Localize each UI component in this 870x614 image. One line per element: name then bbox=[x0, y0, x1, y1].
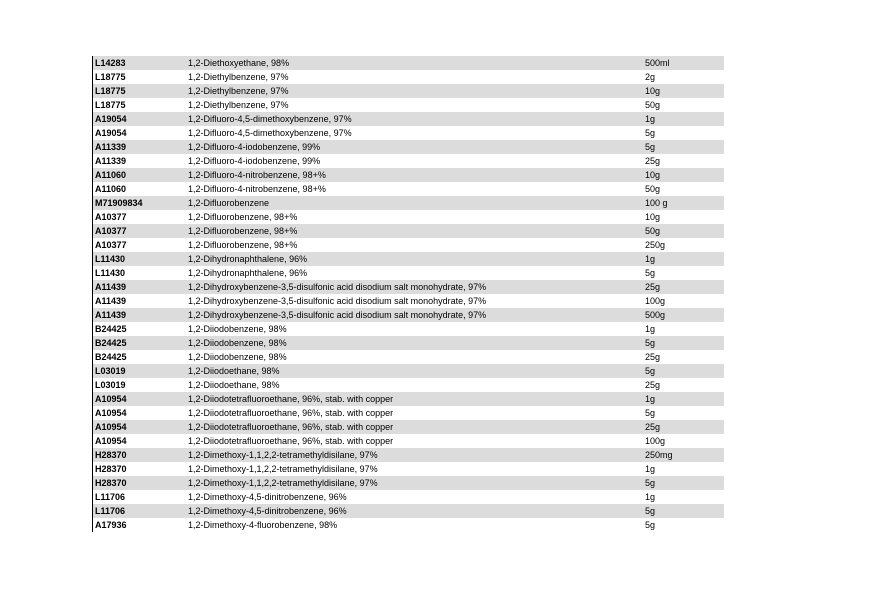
table-row bbox=[93, 476, 724, 490]
product-code: L03019 bbox=[95, 380, 126, 390]
product-name: 1,2-Dihydronaphthalene, 96% bbox=[188, 268, 308, 278]
table-row bbox=[93, 84, 724, 98]
product-name: 1,2-Diethylbenzene, 97% bbox=[188, 100, 289, 110]
pack-size: 5g bbox=[645, 142, 656, 152]
product-code: L03019 bbox=[95, 366, 126, 376]
table-row bbox=[93, 224, 724, 238]
product-name: 1,2-Dimethoxy-4,5-dinitrobenzene, 96% bbox=[188, 492, 347, 502]
product-name: 1,2-Difluoro-4-iodobenzene, 99% bbox=[188, 142, 321, 152]
product-name: 1,2-Diiodoethane, 98% bbox=[188, 366, 280, 376]
product-code: A10954 bbox=[95, 394, 127, 404]
pack-size: 5g bbox=[645, 128, 656, 138]
pack-size: 1g bbox=[645, 324, 656, 334]
pack-size: 5g bbox=[645, 338, 656, 348]
table-row bbox=[93, 294, 724, 308]
product-code: L11706 bbox=[95, 492, 126, 502]
product-name: 1,2-Difluoro-4,5-dimethoxybenzene, 97% bbox=[188, 114, 352, 124]
product-code: A10954 bbox=[95, 408, 127, 418]
pack-size: 2g bbox=[645, 72, 656, 82]
product-name: 1,2-Diethylbenzene, 97% bbox=[188, 86, 289, 96]
product-table bbox=[93, 56, 724, 532]
pack-size: 5g bbox=[645, 478, 656, 488]
product-name: 1,2-Difluorobenzene, 98+% bbox=[188, 226, 298, 236]
pack-size: 1g bbox=[645, 254, 656, 264]
table-row bbox=[93, 154, 724, 168]
product-code: A10377 bbox=[95, 226, 127, 236]
pack-size: 25g bbox=[645, 380, 661, 390]
product-name: 1,2-Diiodobenzene, 98% bbox=[188, 324, 287, 334]
product-code: H28370 bbox=[95, 478, 127, 488]
table-row bbox=[93, 490, 724, 504]
table-row bbox=[93, 266, 724, 280]
pack-size: 25g bbox=[645, 422, 661, 432]
product-name: 1,2-Diiodobenzene, 98% bbox=[188, 352, 287, 362]
pack-size: 25g bbox=[645, 282, 661, 292]
product-name: 1,2-Diiodobenzene, 98% bbox=[188, 338, 287, 348]
product-code: A17936 bbox=[95, 520, 127, 530]
product-name: 1,2-Difluoro-4-nitrobenzene, 98+% bbox=[188, 170, 326, 180]
product-name: 1,2-Diiodotetrafluoroethane, 96%, stab. with copper bbox=[188, 394, 394, 404]
product-code: A11339 bbox=[95, 142, 127, 152]
table-row bbox=[93, 462, 724, 476]
table-row bbox=[93, 182, 724, 196]
pack-size: 1g bbox=[645, 464, 656, 474]
pack-size: 100 g bbox=[645, 198, 668, 208]
table-row bbox=[93, 56, 724, 70]
pack-size: 5g bbox=[645, 366, 656, 376]
product-code: A10377 bbox=[95, 212, 127, 222]
product-name: 1,2-Difluorobenzene, 98+% bbox=[188, 212, 298, 222]
product-code: L11430 bbox=[95, 254, 126, 264]
table-row bbox=[93, 252, 724, 266]
pack-size: 500ml bbox=[645, 58, 670, 68]
table-row bbox=[93, 420, 724, 434]
product-code: A19054 bbox=[95, 128, 127, 138]
pack-size: 5g bbox=[645, 506, 656, 516]
product-name: 1,2-Diiodotetrafluoroethane, 96%, stab. with copper bbox=[188, 408, 394, 418]
table-row bbox=[93, 70, 724, 84]
pack-size: 50g bbox=[645, 184, 661, 194]
table-row bbox=[93, 336, 724, 350]
product-code: A10377 bbox=[95, 240, 127, 250]
product-name: 1,2-Diiodoethane, 98% bbox=[188, 380, 280, 390]
product-code: A11439 bbox=[95, 296, 127, 306]
product-name: 1,2-Difluorobenzene, 98+% bbox=[188, 240, 298, 250]
pack-size: 10g bbox=[645, 170, 661, 180]
product-code: A11439 bbox=[95, 310, 127, 320]
product-name: 1,2-Dimethoxy-1,1,2,2-tetramethyldisilane, 97% bbox=[188, 478, 378, 488]
table-row bbox=[93, 210, 724, 224]
pack-size: 10g bbox=[645, 212, 661, 222]
table-row bbox=[93, 518, 724, 532]
pack-size: 250mg bbox=[645, 450, 673, 460]
pack-size: 25g bbox=[645, 156, 661, 166]
product-code: M71909834 bbox=[95, 198, 143, 208]
table-row bbox=[93, 434, 724, 448]
product-name: 1,2-Dihydroxybenzene-3,5-disulfonic acid disodium salt monohydrate, 97% bbox=[188, 296, 487, 306]
table-row bbox=[93, 350, 724, 364]
product-name: 1,2-Dihydroxybenzene-3,5-disulfonic acid disodium salt monohydrate, 97% bbox=[188, 310, 487, 320]
product-code: A19054 bbox=[95, 114, 127, 124]
pack-size: 5g bbox=[645, 520, 656, 530]
product-code: H28370 bbox=[95, 450, 127, 460]
pack-size: 100g bbox=[645, 436, 666, 446]
product-name: 1,2-Diiodotetrafluoroethane, 96%, stab. with copper bbox=[188, 436, 394, 446]
product-name: 1,2-Difluoro-4-nitrobenzene, 98+% bbox=[188, 184, 326, 194]
product-name: 1,2-Dihydronaphthalene, 96% bbox=[188, 254, 308, 264]
table-row bbox=[93, 126, 724, 140]
product-name: 1,2-Difluorobenzene bbox=[188, 198, 270, 208]
product-code: A11339 bbox=[95, 156, 127, 166]
product-code: L11706 bbox=[95, 506, 126, 516]
table-row bbox=[93, 238, 724, 252]
pack-size: 5g bbox=[645, 408, 656, 418]
product-code: L18775 bbox=[95, 72, 126, 82]
product-name: 1,2-Dimethoxy-4,5-dinitrobenzene, 96% bbox=[188, 506, 347, 516]
table-row bbox=[93, 308, 724, 322]
table-row bbox=[93, 448, 724, 462]
product-name: 1,2-Diiodotetrafluoroethane, 96%, stab. with copper bbox=[188, 422, 394, 432]
table-row bbox=[93, 196, 724, 210]
table-row bbox=[93, 112, 724, 126]
product-code: B24425 bbox=[95, 338, 127, 348]
product-code: H28370 bbox=[95, 464, 127, 474]
pack-size: 250g bbox=[645, 240, 666, 250]
product-code: L14283 bbox=[95, 58, 126, 68]
pack-size: 10g bbox=[645, 86, 661, 96]
pack-size: 500g bbox=[645, 310, 666, 320]
table-row bbox=[93, 322, 724, 336]
product-code: L18775 bbox=[95, 86, 126, 96]
product-code: A11060 bbox=[95, 184, 127, 194]
table-row bbox=[93, 140, 724, 154]
table-row bbox=[93, 406, 724, 420]
table-row bbox=[93, 364, 724, 378]
table-row bbox=[93, 168, 724, 182]
pack-size: 1g bbox=[645, 492, 656, 502]
product-name: 1,2-Dimethoxy-1,1,2,2-tetramethyldisilane, 97% bbox=[188, 464, 378, 474]
table-row bbox=[93, 378, 724, 392]
product-code: A11060 bbox=[95, 170, 127, 180]
pack-size: 25g bbox=[645, 352, 661, 362]
product-name: 1,2-Dimethoxy-1,1,2,2-tetramethyldisilane, 97% bbox=[188, 450, 378, 460]
product-name: 1,2-Dihydroxybenzene-3,5-disulfonic acid disodium salt monohydrate, 97% bbox=[188, 282, 487, 292]
product-name: 1,2-Difluoro-4-iodobenzene, 99% bbox=[188, 156, 321, 166]
product-name: 1,2-Dimethoxy-4-fluorobenzene, 98% bbox=[188, 520, 338, 530]
pack-size: 100g bbox=[645, 296, 666, 306]
pack-size: 1g bbox=[645, 394, 656, 404]
product-code: L11430 bbox=[95, 268, 126, 278]
product-code: L18775 bbox=[95, 100, 126, 110]
table-row bbox=[93, 504, 724, 518]
product-code: A11439 bbox=[95, 282, 127, 292]
pack-size: 50g bbox=[645, 100, 661, 110]
product-code: B24425 bbox=[95, 352, 127, 362]
table-row bbox=[93, 280, 724, 294]
pack-size: 50g bbox=[645, 226, 661, 236]
table-row bbox=[93, 392, 724, 406]
product-code: A10954 bbox=[95, 422, 127, 432]
product-code: A10954 bbox=[95, 436, 127, 446]
product-name: 1,2-Diethylbenzene, 97% bbox=[188, 72, 289, 82]
pack-size: 1g bbox=[645, 114, 656, 124]
table-row bbox=[93, 98, 724, 112]
pack-size: 5g bbox=[645, 268, 656, 278]
product-name: 1,2-Diethoxyethane, 98% bbox=[188, 58, 290, 68]
product-code: B24425 bbox=[95, 324, 127, 334]
product-name: 1,2-Difluoro-4,5-dimethoxybenzene, 97% bbox=[188, 128, 352, 138]
